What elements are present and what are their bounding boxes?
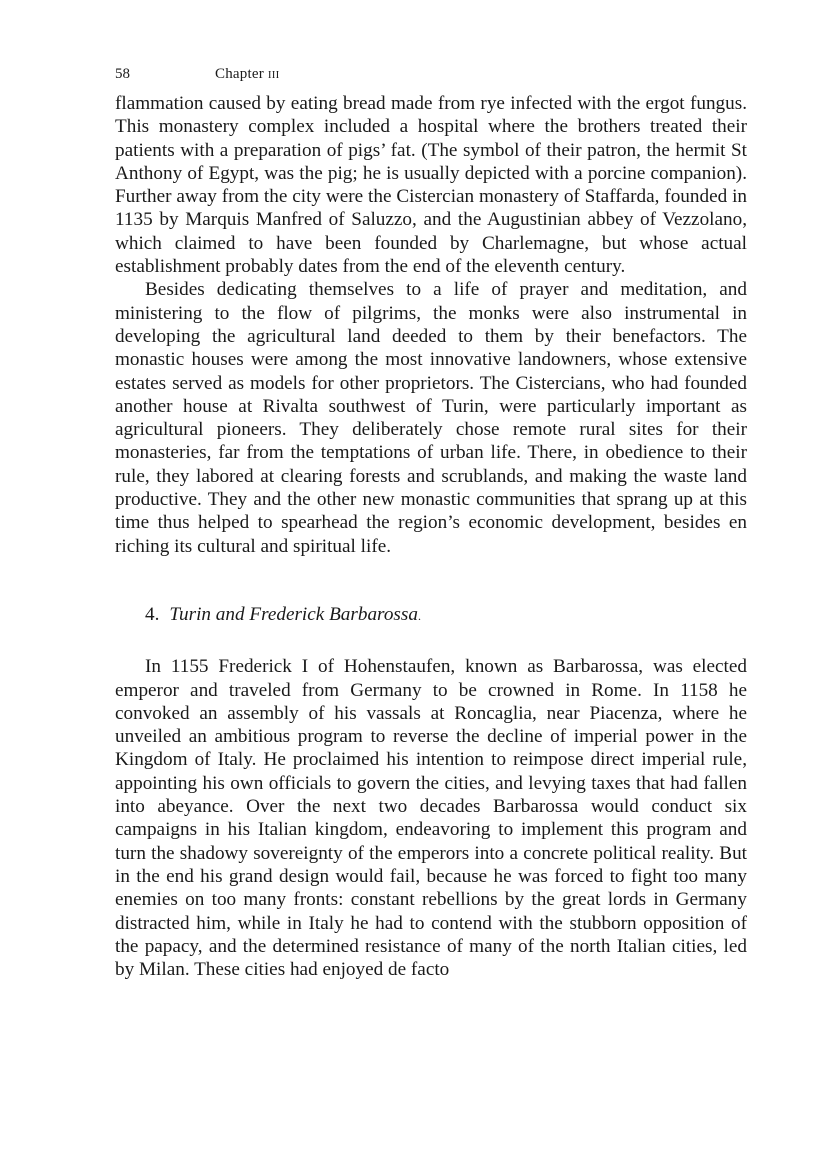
chapter-word: Chapter: [215, 66, 264, 82]
chapter-label: [215, 64, 279, 84]
body-paragraph-1: flammation caused by eating bread made from rye infected with the ergot fungus. This monastery complex included a hospital where the brothers treated their patients with a preparation of pigs’ fat. (The symbol of their patron, the hermit St Anthony of Egypt, was the pig; he is usually depicted with a porcine companion). Further away from the city were the Cistercian monastery of Staffarda, founded in 1135 by Marquis Manfred of Saluzzo, and the Augustinian abbey of Vezzolano, which claimed to have been founded by Charlemagne, but whose actual establishment probably dates from the end of the eleventh century.: [115, 93, 747, 278]
section-number: 4.: [145, 603, 160, 625]
running-head: [115, 64, 747, 92]
body-paragraph-2: Besides dedicating themselves to a life of prayer and meditation, and ministering to the flow of pilgrims, the monks were also instrumental in developing the agricultural land deeded to them by their benefactors. The monastic houses were among the most innovative landowners, whose extensive estates served as models for other proprietors. The Cistercians, who had founded another house at Rivalta southwest of Turin, were particularly important as agricultural pioneers. They deliberately chose remote rural sites for their monasteries, far from the temptations of urban life. There, in obedience to their rule, they labored at clearing forests and scrublands, and making the waste land productive. They and the other new monastic communities that sprang up at this time thus helped to spearhead the region’s economic development, besides en riching its cultural and spiritual life.: [115, 279, 747, 557]
section-heading: [115, 603, 747, 628]
book-page: [115, 64, 747, 981]
section-title: Turin and Frederick Barbarossa: [169, 603, 418, 625]
section-title-period: .: [417, 608, 421, 623]
chapter-roman-numeral: iii: [267, 66, 280, 82]
heading-spacer: [115, 628, 747, 655]
page-number: 58: [115, 66, 130, 82]
body-paragraph-3: In 1155 Frederick I of Hohenstaufen, known as Barbarossa, was elected emperor and traveled from Germany to be crowned in Rome. In 1158 he convoked an assembly of his vassals at Roncaglia, near Piacenza, where he unveiled an ambitious program to reverse the decline of imperial power in the Kingdom of Italy. He proclaimed his intention to reimpose direct imperial rule, appointing his own officials to govern the cities, and levying taxes that had fallen into abeyance. Over the next two decades Barbarossa would conduct six campaigns in his Italian kingdom, endeavoring to implement this program and turn the shadowy sovereignty of the emperors into a concrete political reality. But in the end his grand design would fail, because he was forced to fight too many enemies on too many fronts: constant rebellions by the great lords in Germany distracted him, while in Italy he had to contend with the stubborn opposition of the papacy, and the determined resistance of many of the north Italian cities, led by Milan. These cities had enjoyed de facto: [115, 656, 747, 981]
